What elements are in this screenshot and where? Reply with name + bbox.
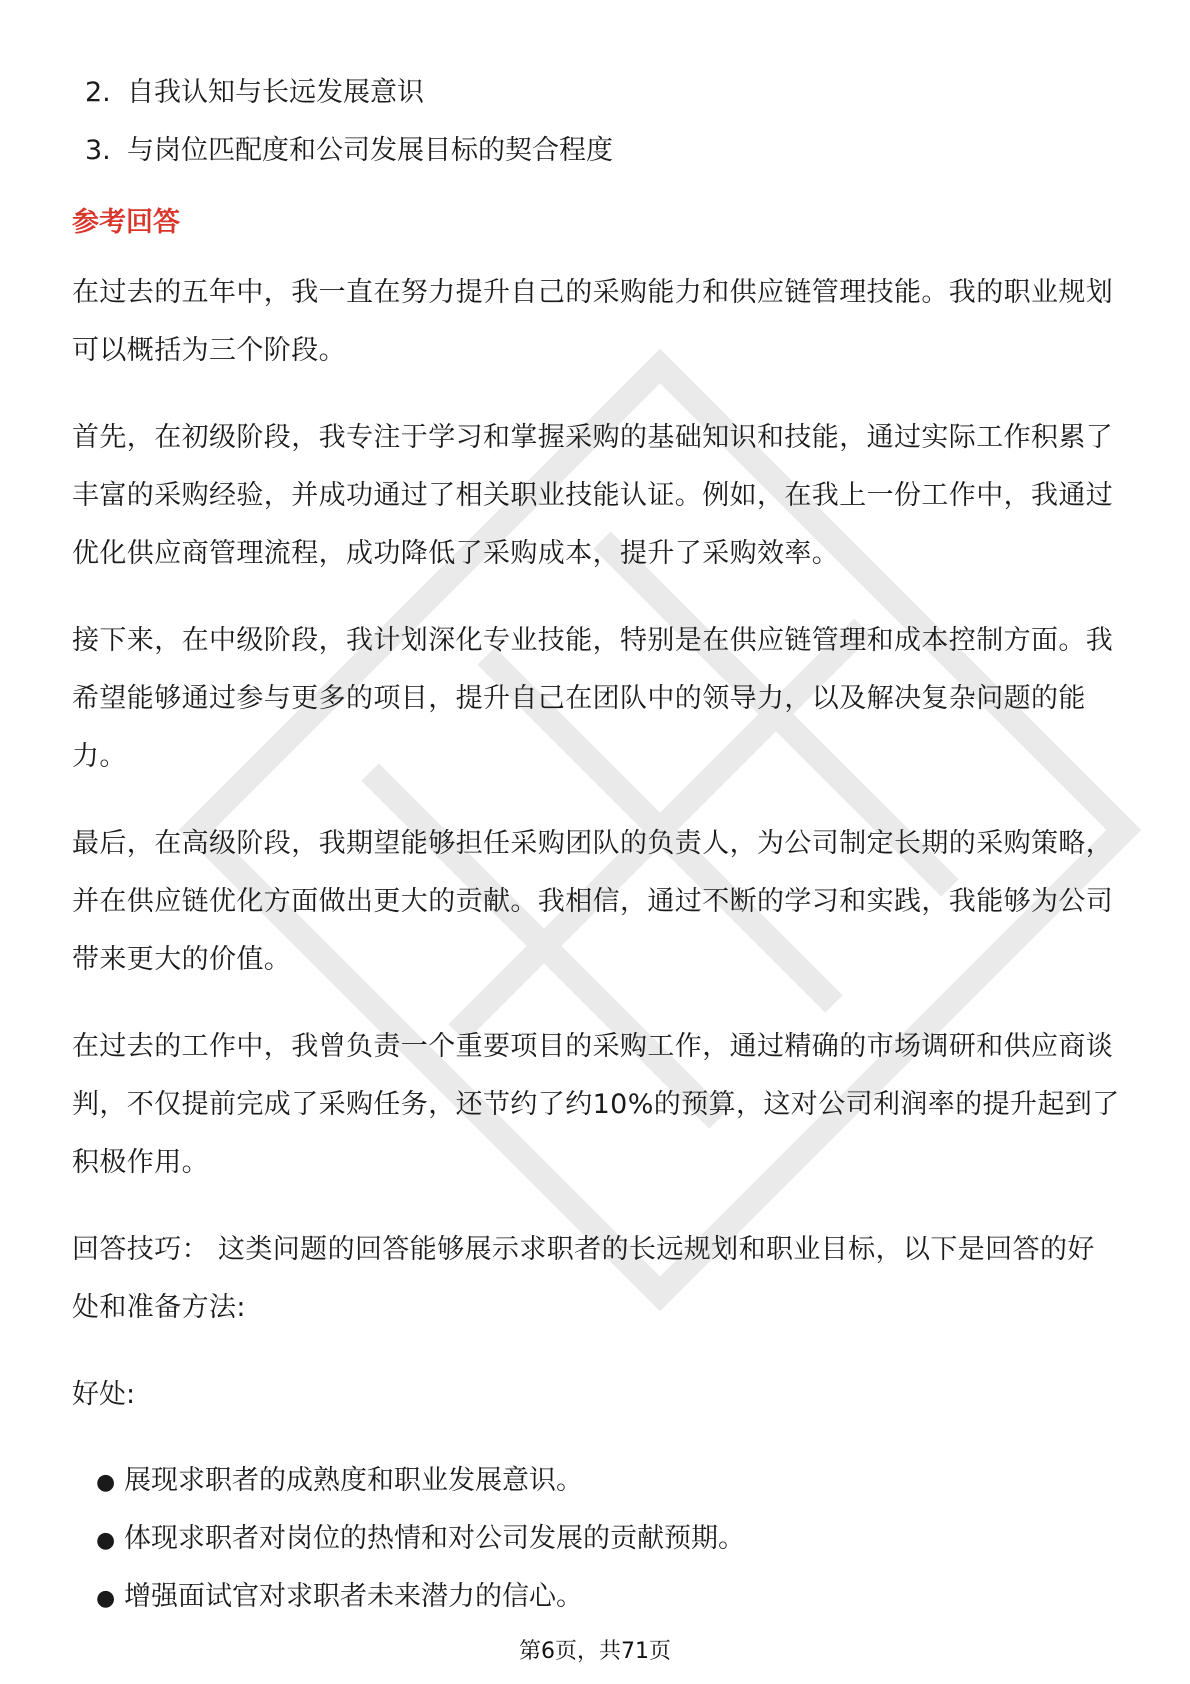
answer-paragraph: 最后，在高级阶段，我期望能够担任采购团队的负责人，为公司制定长期的采购策略，并在供应链优化方面做出更大的贡献。我相信，通过不断的学习和实践，我能够为公司带来更大的价值。	[72, 828, 1114, 975]
numbered-item	[72, 122, 1122, 180]
bullet-icon: ●	[96, 1528, 116, 1553]
answer-paragraph: 在过去的工作中，我曾负责一个重要项目的采购工作，通过精确的市场调研和供应商谈判，不仅提前完成了采购任务，还节约了约10%的预算，这对公司利润率的提升起到了积极作用。	[72, 1031, 1120, 1178]
bullet-icon: ●	[96, 1586, 116, 1611]
item-text: 与岗位匹配度和公司发展目标的契合程度	[127, 135, 613, 166]
tips-paragraph: 回答技巧： 这类问题的回答能够展示求职者的长远规划和职业目标，以下是回答的好处和准备方法:	[72, 1234, 1095, 1323]
document-body	[72, 64, 1122, 1626]
bullet-icon: ●	[96, 1470, 116, 1495]
answer-paragraph: 在过去的五年中，我一直在努力提升自己的采购能力和供应链管理技能。我的职业规划可以概括为三个阶段。	[72, 277, 1114, 366]
item-number: 3.	[85, 135, 111, 166]
item-text: 自我认知与长远发展意识	[127, 77, 424, 108]
numbered-list	[72, 64, 1122, 180]
list-item-text: 展现求职者的成熟度和职业发展意识。	[124, 1465, 583, 1496]
list-item-text: 体现求职者对岗位的热情和对公司发展的贡献预期。	[124, 1523, 745, 1554]
answer-paragraph: 接下来，在中级阶段，我计划深化专业技能，特别是在供应链管理和成本控制方面。我希望能够通过参与更多的项目，提升自己在团队中的领导力，以及解决复杂问题的能力。	[72, 625, 1114, 772]
list-item-text: 增强面试官对求职者未来潜力的信心。	[124, 1581, 583, 1612]
list-item	[72, 1510, 1122, 1568]
numbered-item	[72, 64, 1122, 122]
answer-paragraph: 首先，在初级阶段，我专注于学习和掌握采购的基础知识和技能，通过实际工作积累了丰富的采购经验，并成功通过了相关职业技能认证。例如，在我上一份工作中，我通过优化供应商管理流程，成功降低了采购成本，提升了采购效率。	[72, 422, 1114, 569]
benefits-list	[72, 1452, 1122, 1626]
section-title: 参考回答	[72, 207, 180, 238]
item-number: 2.	[85, 77, 111, 108]
page-number-footer: 第6页，共71页	[519, 1639, 671, 1664]
list-item	[72, 1452, 1122, 1510]
list-item	[72, 1568, 1122, 1626]
benefits-label: 好处:	[72, 1379, 136, 1410]
